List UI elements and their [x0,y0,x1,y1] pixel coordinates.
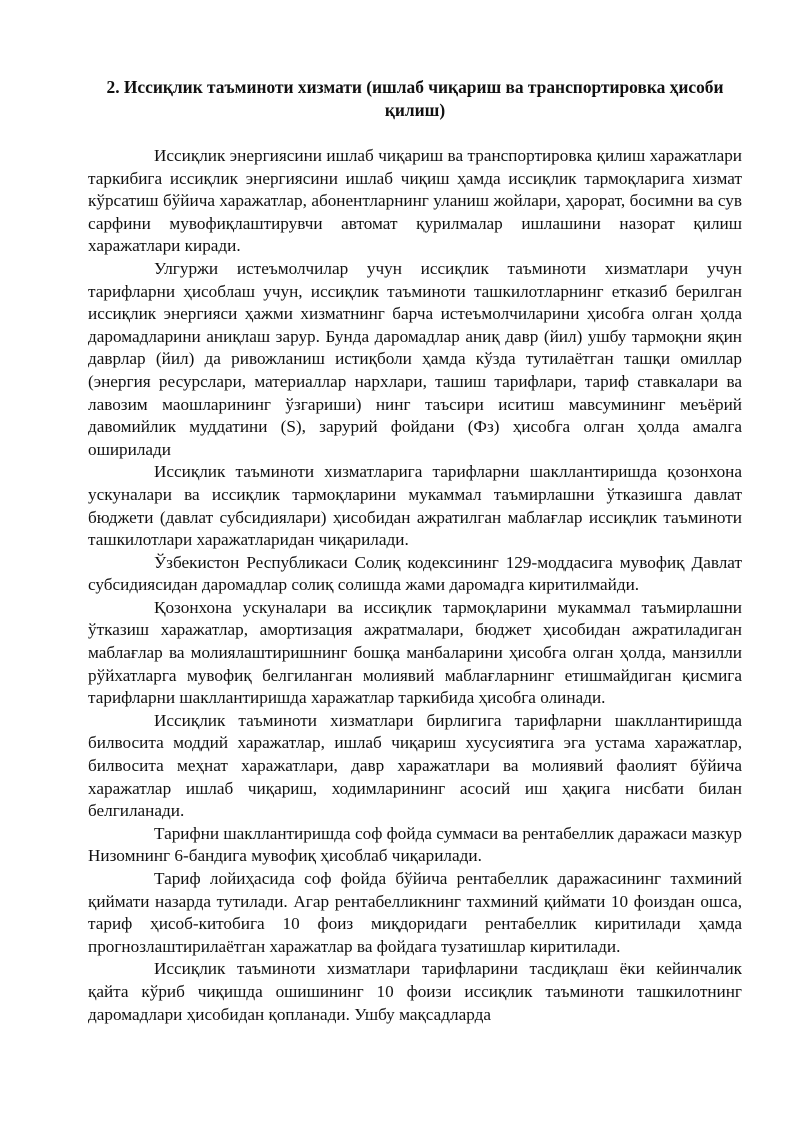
paragraph: Иссиқлик таъминоти хизматларига тарифларни шакллантиришда қозонхона ускуналари ва иссиқлик тармоқларини мукаммал таъмирлашни ўтказишга давлат бюджети (давлат субсидиялари) ҳисобидан ажратилган маблағлар иссиқлик таъминоти ташкилотлари харажатларидан чиқарилади. [88,462,742,550]
paragraph: Иссиқлик таъминоти хизматлари тарифларини тасдиқлаш ёки кейинчалик қайта кўриб чиқишда ошишининг 10 фоизи иссиқлик таъминоти ташкилотнинг даромадлари ҳисобидан қопланади. Ушбу мақсадларда [88,959,742,1024]
paragraph: Улгуржи истеъмолчилар учун иссиқлик таъминоти хизматлари учун тарифларни ҳисоблаш учун, иссиқлик таъминоти ташкилотларнинг етказиб берилган иссиқлик энергияси ҳажми хизматнинг барча истеъмолчиларини ҳисобга олган ҳолда даромадларини аниқлаш зарур. Бунда даромадлар аниқ давр (йил) ушбу тармоқни яқин даврлар (йил) да ривожланиш истиқболи ҳамда кўзда тутилаётган ташқи омиллар (энергия ресурслари, материаллар нархлари, ташиш тарифлари, тариф ставкалари ва лавозим маошларининг ўзгариши) нинг таъсири иситиш мавсумининг меъёрий давомийлик муддатини (S), зарурий фойдани (Фз) ҳисобга олган ҳолда амалга оширилади [88,258,742,459]
paragraph: Иссиқлик таъминоти хизматлари бирлигига тарифларни шакллантиришда билвосита моддий харажатлар, ишлаб чиқариш хусусиятига эга устама харажатлар, билвосита меҳнат харажатлари, давр харажатлари ва молиявий фаолият бўйича харажатлар ишлаб чиқариш, ходимларининг асосий иш ҳақига нисбати билан белгиланади. [88,710,742,821]
document-content [88,76,742,1026]
paragraph: Қозонхона ускуналари ва иссиқлик тармоқларини мукаммал таъмирлашни ўтказиш харажатлар, амортизация ажратмалари, бюджет ҳисобидан ажратиладиган маблағлар ва молиялаштиришнинг бошқа манбаларини ҳисобга олган ҳолда, манзилли рўйхатларга мувофиқ белгиланган молиявий маблағларнинг етишмайдиган қисмига тарифларни шакллантиришда харажатлар таркибида ҳисобга олинади. [88,597,742,708]
paragraph: Тарифни шакллантиришда соф фойда суммаси ва рентабеллик даражаси мазкур Низомнинг 6-бандига мувофиқ ҳисоблаб чиқарилади. [88,823,742,866]
paragraph: Иссиқлик энергиясини ишлаб чиқариш ва транспортировка қилиш харажатлари таркибига иссиқлик энергиясини ишлаб чиқиш ҳамда иссиқлик тармоқларига хизмат кўрсатиш бўйича харажатлар, абонентларнинг уланиш жойлари, ҳарорат, босимни ва сув сарфини мувофиқлаштирувчи автомат қурилмалар ишлашини назорат қилиш харажатлари киради. [88,146,742,256]
paragraph: Ўзбекистон Республикаси Солиқ кодексининг 129-моддасига мувофиқ Давлат субсидиясидан даромадлар солиқ солишда жами даромадга киритилмайди. [88,552,742,595]
section-title: 2. Иссиқлик таъминоти хизмати (ишлаб чиқариш ва транспортировка ҳисоби қилиш) [106,77,724,120]
paragraph: Тариф лойиҳасида соф фойда бўйича рентабеллик даражасининг тахминий қиймати назарда тутилади. Агар рентабелликнинг тахминий қиймати 10 фоиздан ошса, тариф ҳисоб-китобига 10 фоиз миқдоридаги рентабеллик киритилади ҳамда прогнозлаштирилаётган харажатлар ва фойдага тузатишлар киритилади. [88,869,742,956]
